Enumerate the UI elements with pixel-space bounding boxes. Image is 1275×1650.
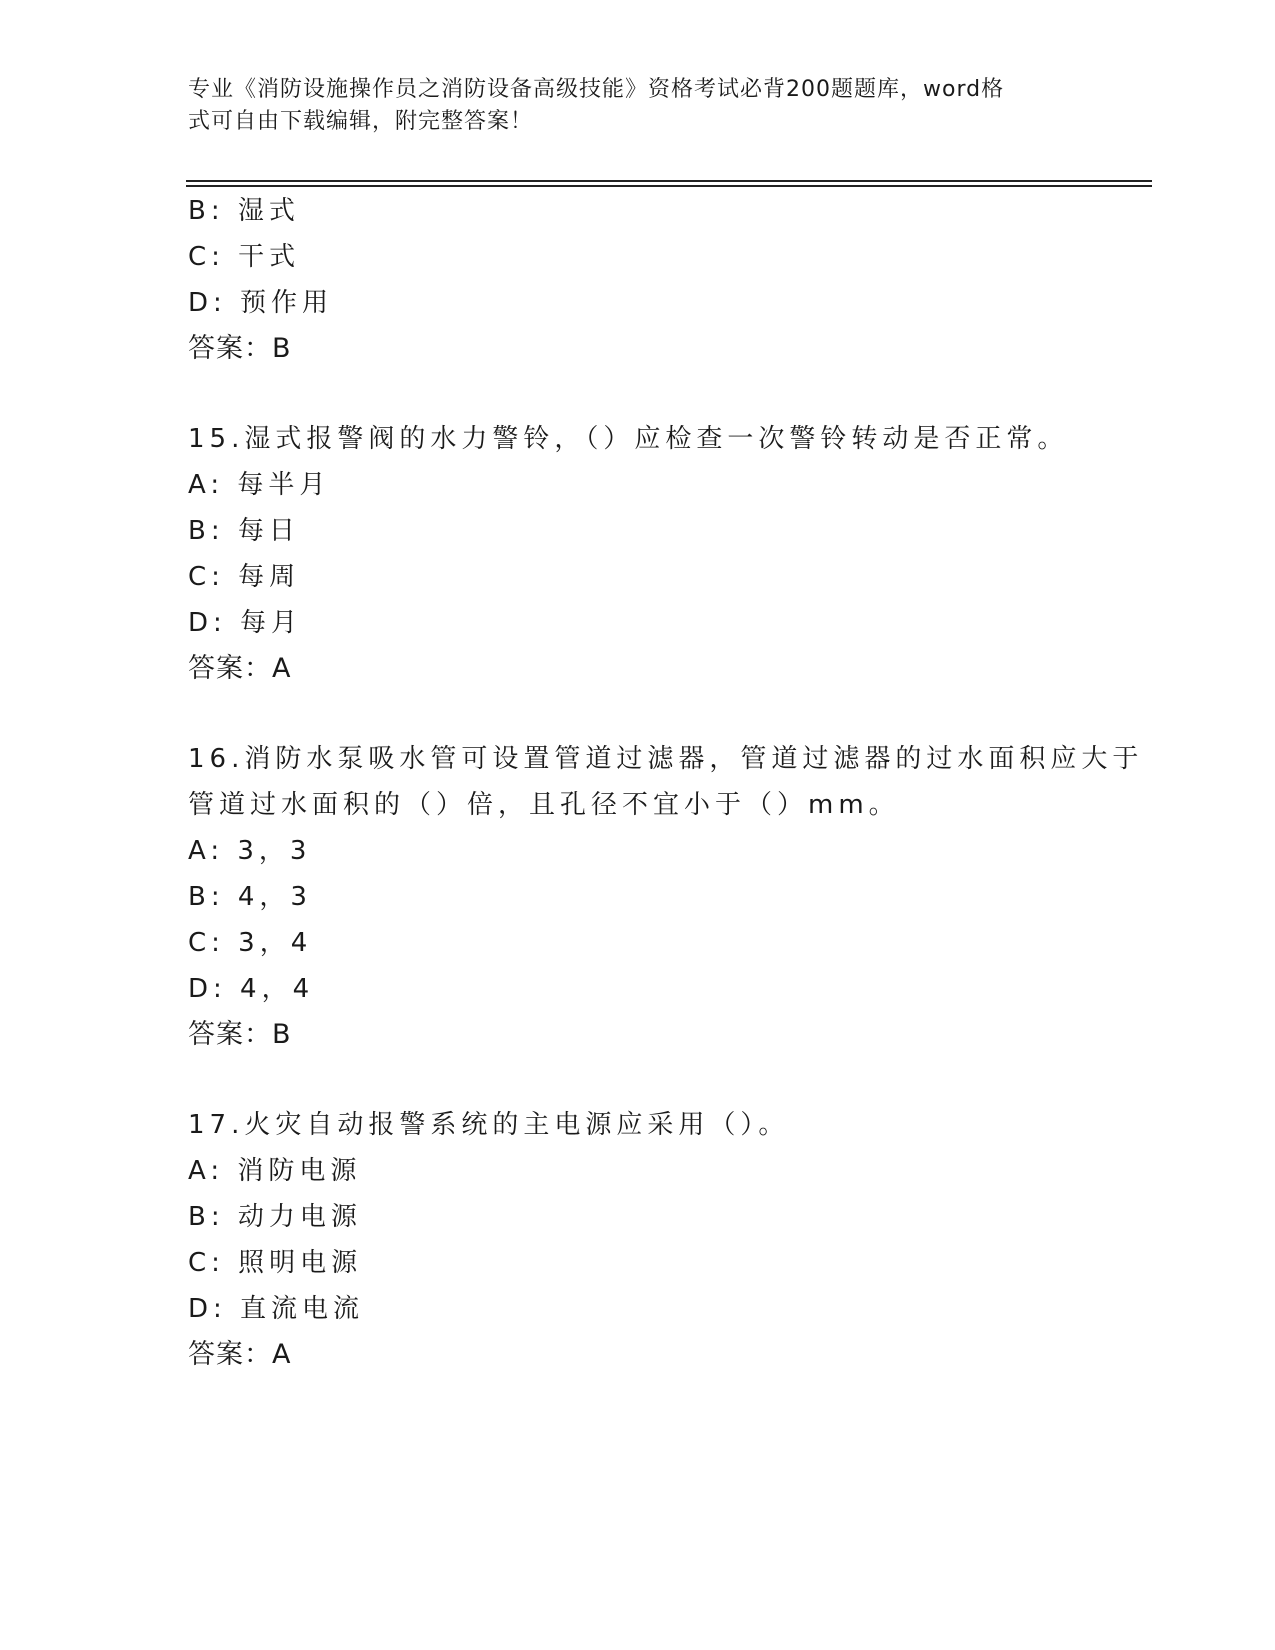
option-b: B: 湿式 [188, 196, 300, 226]
option-c: C: 每周 [188, 562, 301, 592]
header-line-1: 专业《消防设施操作员之消防设备高级技能》资格考试必背200题题库，word格 [188, 77, 1005, 102]
option-d: D: 直流电流 [188, 1294, 365, 1324]
question-16 [188, 736, 1144, 1058]
question-17 [188, 1102, 1138, 1378]
question-stem-line-1: 16.消防水泵吸水管可设置管道过滤器，管道过滤器的过水面积应大于 [188, 744, 1144, 774]
option-c: C: 照明电源 [188, 1248, 363, 1278]
option-d: D: 每月 [188, 608, 303, 638]
option-b: B: 每日 [188, 516, 300, 546]
option-a: A: 每半月 [188, 470, 331, 500]
option-c: C: 干式 [188, 242, 301, 272]
option-a: A: 消防电源 [188, 1156, 362, 1186]
header-divider-top [186, 180, 1152, 182]
question-stem-line-2: 管道过水面积的（）倍，且孔径不宜小于（）mm。 [188, 790, 900, 820]
option-d: D: 4，4 [188, 974, 315, 1004]
option-d: D: 预作用 [188, 288, 334, 318]
answer-line: 答案：B [188, 1019, 292, 1050]
answer-line: 答案：A [188, 1339, 292, 1370]
question-14-fragment [188, 188, 1138, 372]
document-header [188, 74, 1068, 138]
answer-line: 答案：B [188, 333, 292, 364]
option-b: B: 动力电源 [188, 1202, 362, 1232]
question-list [188, 188, 1144, 1378]
header-divider-bottom [186, 185, 1152, 187]
question-stem: 17.火灾自动报警系统的主电源应采用（）。 [188, 1110, 790, 1140]
option-a: A: 3，3 [188, 836, 312, 866]
answer-line: 答案：A [188, 653, 292, 684]
question-15 [188, 416, 1138, 692]
option-c: C: 3，4 [188, 928, 313, 958]
question-stem: 15.湿式报警阀的水力警铃，（）应检查一次警铃转动是否正常。 [188, 424, 1069, 454]
option-b: B: 4，3 [188, 882, 312, 912]
header-line-2: 式可自由下载编辑，附完整答案！ [188, 109, 534, 134]
